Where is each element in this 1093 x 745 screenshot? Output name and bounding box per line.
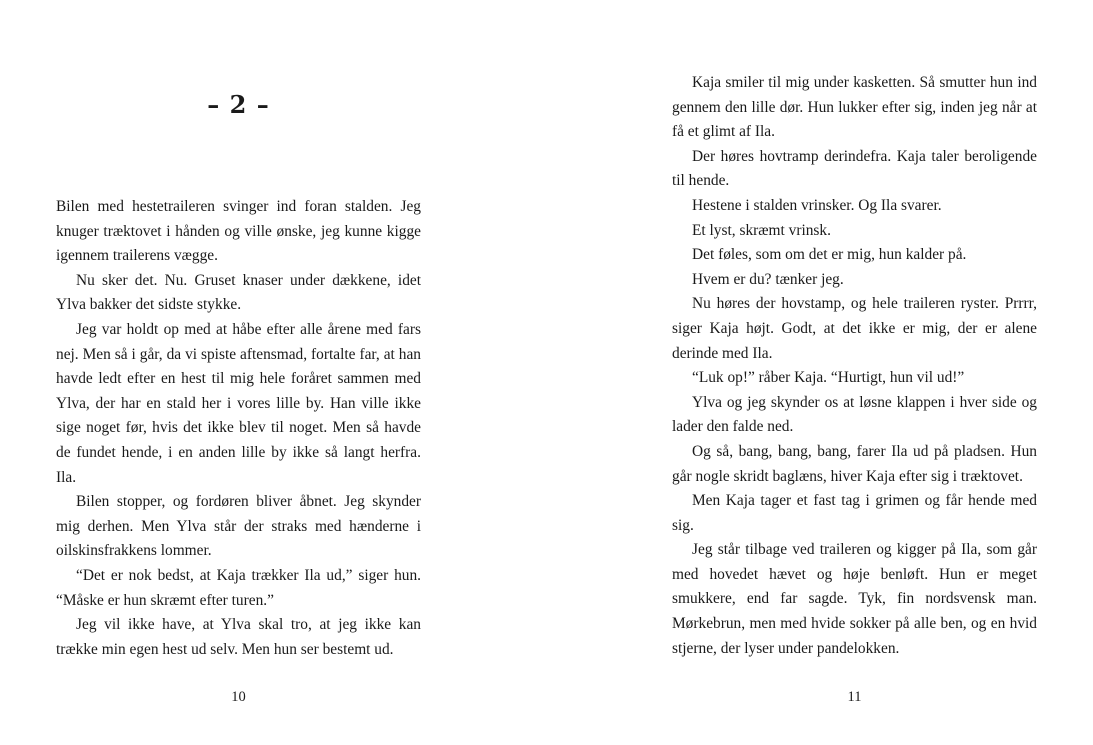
left-page <box>56 0 421 745</box>
right-page-text <box>672 71 1037 661</box>
paragraph: Hvem er du? tænker jeg. <box>692 270 844 288</box>
chapter-heading: – 2 – <box>207 90 270 119</box>
paragraph: Jeg vil ikke have, at Ylva skal tro, at jeg ikke kan trække min egen hest ud selv. Men hun ser bestemt ud. <box>56 616 421 658</box>
paragraph: “Luk op!” råber Kaja. “Hurtigt, hun vil ud!” <box>692 369 965 387</box>
paragraph: Og så, bang, bang, bang, farer Ila ud på pladsen. Hun går nogle skridt baglæns, hiver Kaja efter sig i træktovet. <box>672 442 1037 485</box>
page-number: 11 <box>847 689 862 705</box>
paragraph: Bilen stopper, og fordøren bliver åbnet. Jeg skynder mig derhen. Men Ylva står der straks med hænderne i oilskinsfrakkens lommer. <box>56 493 421 560</box>
paragraph: Ylva og jeg skynder os at løsne klappen i hver side og lader den falde ned. <box>672 393 1037 436</box>
paragraph: Der høres hovtramp derindefra. Kaja taler beroligende til hende. <box>672 147 1037 190</box>
paragraph: Kaja smiler til mig under kasketten. Så smutter hun ind gennem den lille dør. Hun lukker efter sig, inden jeg når at få et glimt af Ila. <box>672 74 1037 141</box>
paragraph: “Det er nok bedst, at Kaja trækker Ila ud,” siger hun. “Måske er hun skræmt efter turen.” <box>56 566 421 609</box>
paragraph: Jeg står tilbage ved traileren og kigger på Ila, som går med hovedet hævet og høje benløft. Hun er meget smukkere, end far sagde. Tyk, fin nordsvensk man. Mørkebrun, men med hvide sokker på alle ben, og en hvid stjerne, der lyser under pandelokken. <box>672 541 1037 657</box>
page-number: 10 <box>231 689 246 705</box>
paragraph: Et lyst, skræmt vrinsk. <box>692 221 831 239</box>
right-page <box>672 0 1037 745</box>
paragraph: Det føles, som om det er mig, hun kalder på. <box>692 246 967 264</box>
left-page-text <box>56 195 421 662</box>
paragraph: Jeg var holdt op med at håbe efter alle årene med fars nej. Men så i går, da vi spiste aftensmad, fortalte far, at han havde ledt efter en hest til mig hele foråret sammen med Ylva, der har en stald her i vores lille by. Han ville ikke sige noget før, hvis det ikke blev til noget. Men så havde de fundet hende, i en anden lille by ikke så langt herfra. Ila. <box>56 320 421 486</box>
paragraph: Nu høres der hovstamp, og hele traileren ryster. Prrrr, siger Kaja højt. Godt, at det ikke er mig, der er alene derinde med Ila. <box>672 295 1037 362</box>
paragraph: Nu sker det. Nu. Gruset knaser under dækkene, idet Ylva bakker det sidste stykke. <box>56 271 421 314</box>
paragraph: Hestene i stalden vrinsker. Og Ila svarer. <box>692 196 942 214</box>
paragraph: Men Kaja tager et fast tag i grimen og får hende med sig. <box>672 492 1037 534</box>
paragraph: Bilen med hestetraileren svinger ind foran stalden. Jeg knuger træktovet i hånden og ville ønske, jeg kunne kigge igennem trailerens vægge. <box>56 198 421 265</box>
